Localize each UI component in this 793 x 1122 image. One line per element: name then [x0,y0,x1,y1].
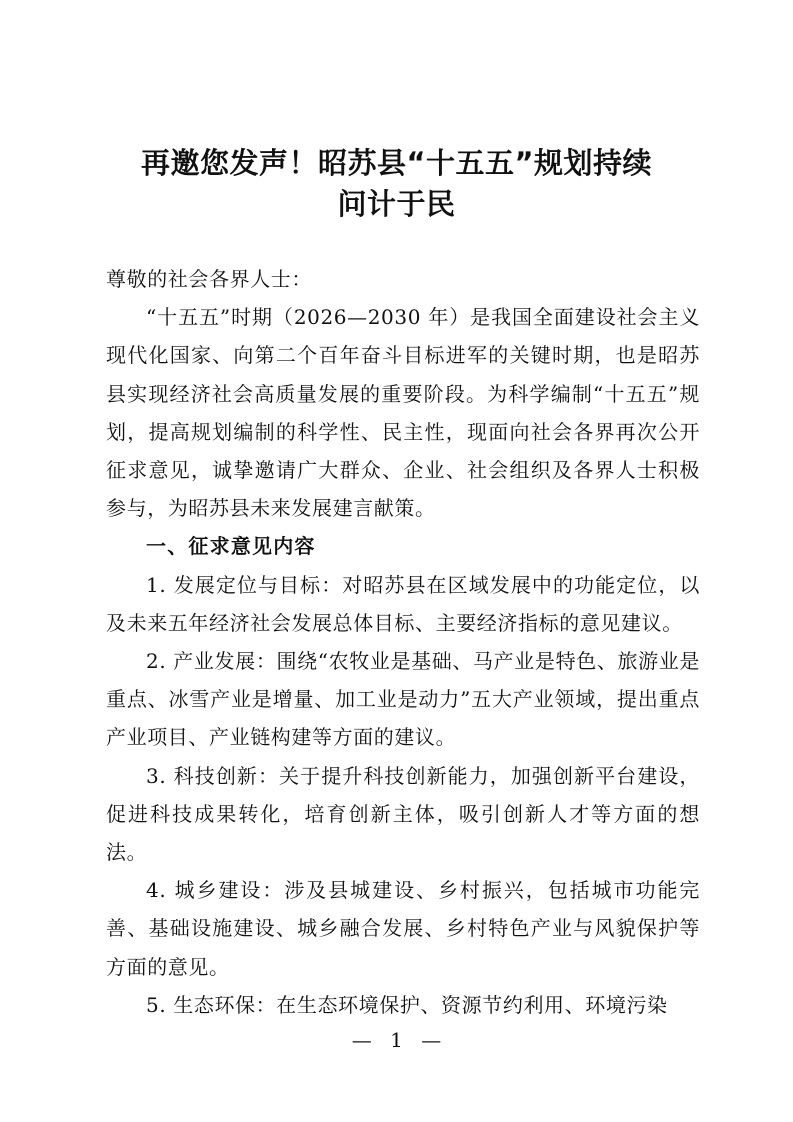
salutation: 尊敬的社会各界人士： [106,267,312,291]
footer-dash-right: — [421,1028,442,1052]
page-footer [0,1028,793,1052]
list-item-development-positioning: 1. 发展定位与目标：对昭苏县在区域发展中的功能定位，以及未来五年经济社会发展总体目标、主要经济指标的意见建议。 [106,572,700,635]
list-item-industry-development: 2. 产业发展：围绕“农牧业是基础、马产业是特色、旅游业是重点、冰雪产业是增量、加工业是动力”五大产业领域，提出重点产业项目、产业链构建等方面的建议。 [106,649,700,750]
page-number: 1 [390,1028,403,1052]
list-item-urban-rural-construction: 4. 城乡建设：涉及县城建设、乡村振兴，包括城市功能完善、基础设施建设、城乡融合发展、乡村特色产业与风貌保护等方面的意见。 [106,878,700,979]
footer-dash-left: — [351,1028,372,1052]
document-title-line-2: 问计于民 [337,187,456,221]
list-item-tech-innovation: 3. 科技创新：关于提升科技创新能力，加强创新平台建设，促进科技成果转化，培育创新主体，吸引创新人才等方面的想法。 [106,763,700,865]
document-title-line-1: 再邀您发声！昭苏县“十五五”规划持续 [140,146,653,180]
list-item-ecology-environment: 5. 生态环保：在生态环境保护、资源节约利用、环境污染 [146,992,668,1017]
document-body [106,260,700,1024]
intro-paragraph: “十五五”时期（2026—2030 年）是我国全面建设社会主义现代化国家、向第二个百年奋斗目标进军的关键时期，也是昭苏县实现经济社会高质量发展的重要阶段。为科学编制“十五五”规划，提高规划编制的科学性、民主性，现面向社会各界再次公开征求意见，诚挚邀请广大群众、企业、社会组织及各界人士积极参与，为昭苏县未来发展建言献策。 [106,305,700,521]
section-heading: 一、征求意见内容 [146,534,316,559]
